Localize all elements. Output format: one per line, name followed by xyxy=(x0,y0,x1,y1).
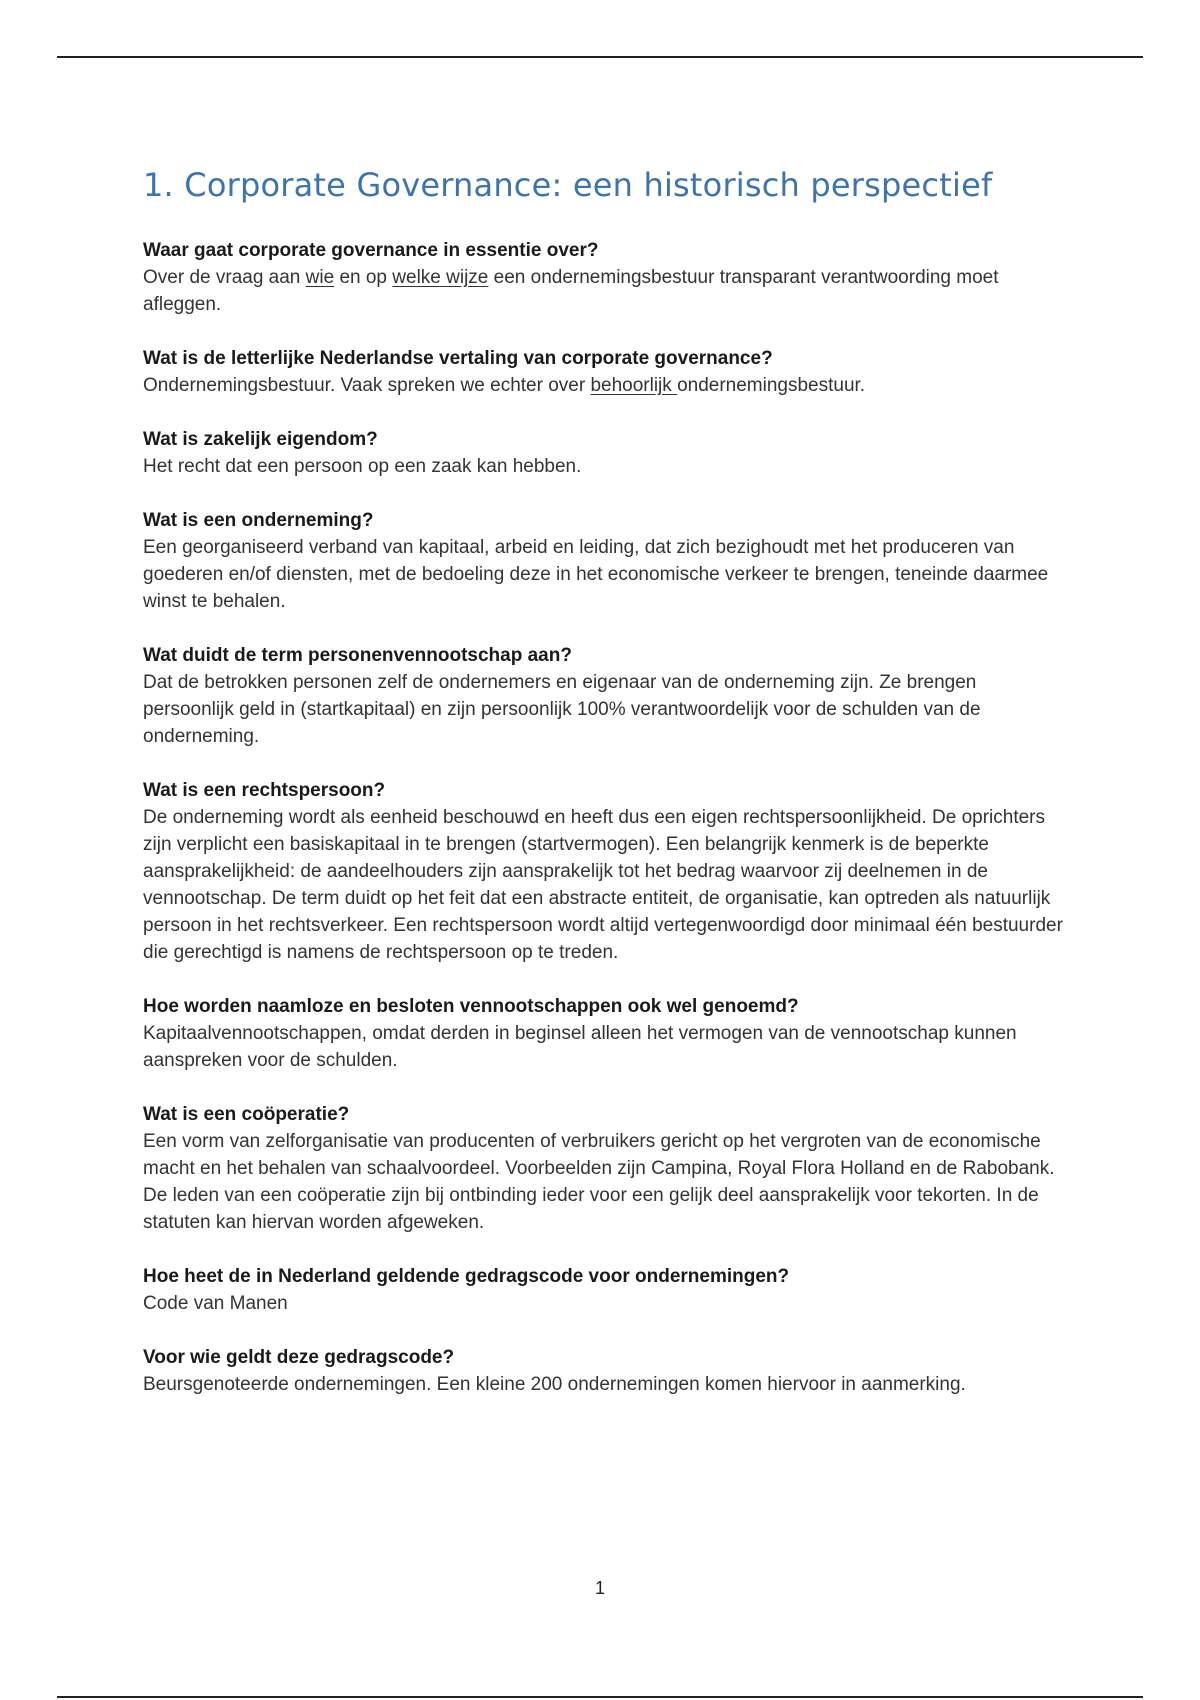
underlined-term-welke-wijze: welke wijze xyxy=(392,267,489,288)
question: Waar gaat corporate governance in essentie over? xyxy=(143,240,599,261)
answer: Beursgenoteerde ondernemingen. Een kleine 200 ondernemingen komen hiervoor in aanmerking. xyxy=(143,1374,966,1395)
document-body xyxy=(143,163,1063,1425)
answer-text: en op xyxy=(334,267,393,288)
answer-text: ondernemingsbestuur. xyxy=(677,375,866,396)
answer: Code van Manen xyxy=(143,1293,288,1314)
question: Hoe worden naamloze en besloten vennootschappen ook wel genoemd? xyxy=(143,996,799,1017)
question: Wat is een rechtspersoon? xyxy=(143,780,386,801)
question: Voor wie geldt deze gedragscode? xyxy=(143,1347,455,1368)
question: Wat is een onderneming? xyxy=(143,510,374,531)
qa-item xyxy=(143,507,1063,615)
answer xyxy=(143,264,1063,318)
qa-item xyxy=(143,993,1063,1074)
qa-item xyxy=(143,1101,1063,1236)
question: Wat is zakelijk eigendom? xyxy=(143,429,378,450)
question: Wat duidt de term personenvennootschap aan? xyxy=(143,645,572,666)
answer xyxy=(143,372,1063,399)
qa-item xyxy=(143,777,1063,966)
answer: Dat de betrokken personen zelf de ondernemers en eigenaar van de onderneming zijn. Ze brengen persoonlijk geld in (startkapitaal) en zijn persoonlijk 100% verantwoordelijk voor de schulden van de onderneming. xyxy=(143,672,981,747)
underlined-term-behoorlijk: behoorlijk xyxy=(590,375,678,396)
qa-item xyxy=(143,1344,1063,1398)
qa-item xyxy=(143,237,1063,318)
answer: De onderneming wordt als eenheid beschouwd en heeft dus een eigen rechtspersoonlijkheid. De oprichters zijn verplicht een basiskapitaal in te brengen (startvermogen). Een belangrijk kenmerk is de beperkte aansprakelijkheid: de aandeelhouders zijn aansprakelijk tot het bedrag waarvoor zij deelnemen in de vennootschap. De term duidt op het feit dat een abstracte entiteit, de organisatie, kan optreden als natuurlijk persoon in het rechtsverkeer. Een rechtspersoon wordt altijd vertegenwoordigd door minimaal één bestuurder die gerechtigd is namens de rechtspersoon op te treden. xyxy=(143,807,1063,963)
question: Hoe heet de in Nederland geldende gedragscode voor ondernemingen? xyxy=(143,1266,790,1287)
qa-item xyxy=(143,426,1063,480)
answer-text: Over de vraag aan xyxy=(143,267,306,288)
chapter-heading: 1. Corporate Governance: een historisch perspectief xyxy=(143,166,993,204)
question: Wat is een coöperatie? xyxy=(143,1104,350,1125)
answer: Een vorm van zelforganisatie van producenten of verbruikers gericht op het vergroten van de economische macht en het behalen van schaalvoordeel. Voorbeelden zijn Campina, Royal Flora Holland en de Rabobank. De leden van een coöperatie zijn bij ontbinding ieder voor een gelijk deel aansprakelijk voor tekorten. In de statuten kan hiervan worden afgeweken. xyxy=(143,1131,1055,1233)
qa-item xyxy=(143,345,1063,399)
header-rule xyxy=(57,56,1143,58)
underlined-term-wie: wie xyxy=(305,267,335,288)
question: Wat is de letterlijke Nederlandse vertaling van corporate governance? xyxy=(143,348,773,369)
qa-item xyxy=(143,642,1063,750)
answer: Het recht dat een persoon op een zaak kan hebben. xyxy=(143,456,582,477)
page-number: 1 xyxy=(594,1578,605,1598)
answer-text: Ondernemingsbestuur. Vaak spreken we echter over xyxy=(143,375,591,396)
answer: Een georganiseerd verband van kapitaal, arbeid en leiding, dat zich bezighoudt met het produceren van goederen en/of diensten, met de bedoeling deze in het economische verkeer te brengen, teneinde daarmee winst te behalen. xyxy=(143,537,1049,612)
footer-rule xyxy=(57,1696,1143,1698)
answer: Kapitaalvennootschappen, omdat derden in beginsel alleen het vermogen van de vennootschap kunnen aanspreken voor de schulden. xyxy=(143,1023,1017,1071)
answer-text: een ondernemingsbestuur transparant verantwoording moet afleggen. xyxy=(143,267,999,315)
qa-item xyxy=(143,1263,1063,1317)
